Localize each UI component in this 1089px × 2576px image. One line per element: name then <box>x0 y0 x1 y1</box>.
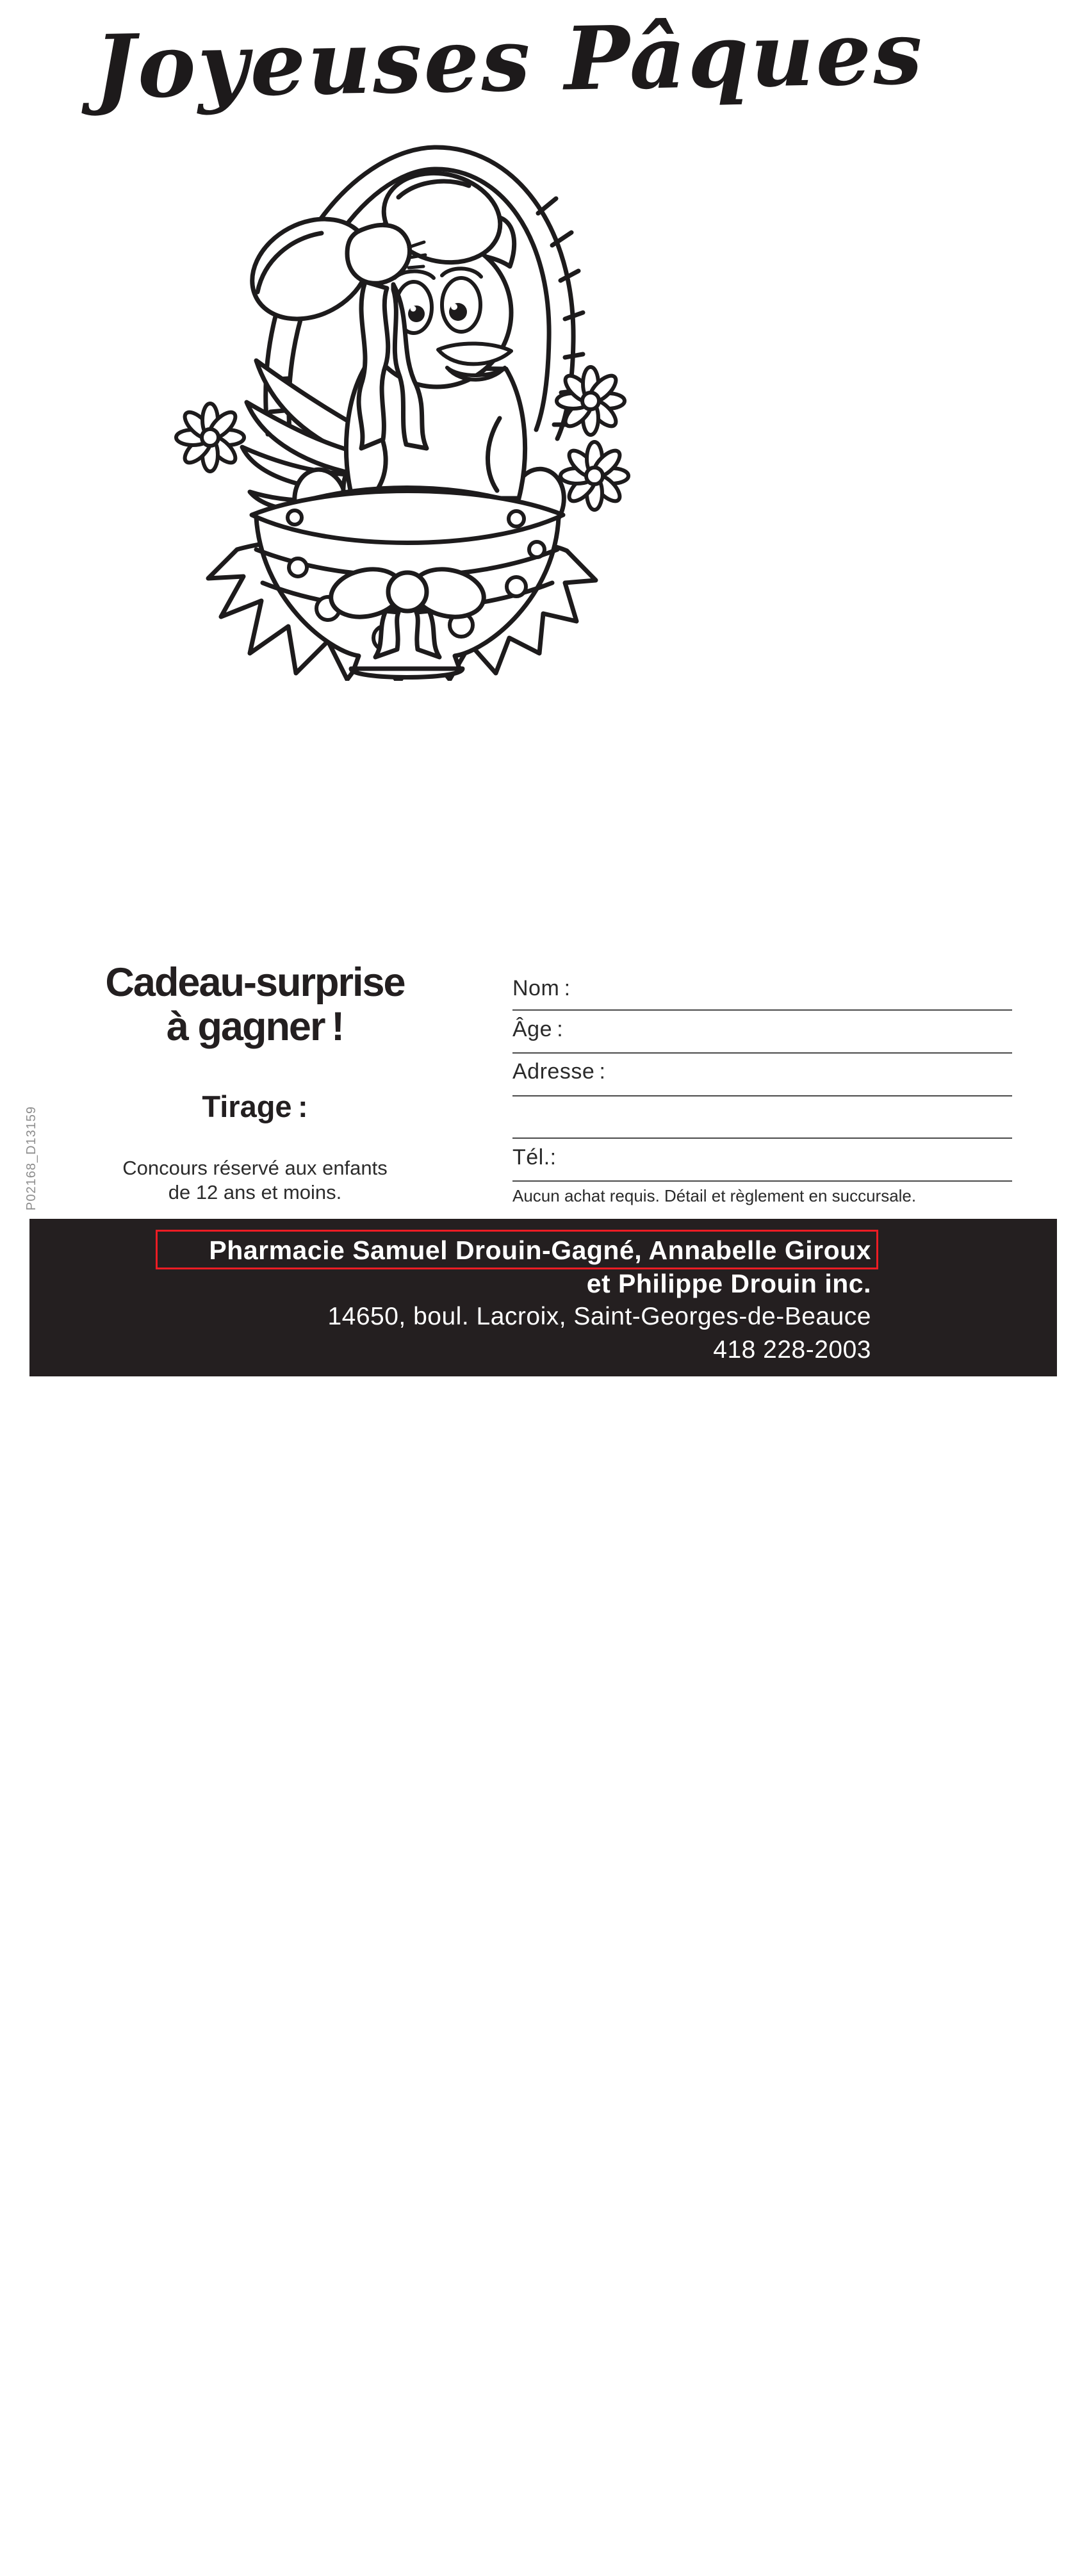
name-field-line <box>512 1009 1012 1011</box>
address-field-line2 <box>512 1137 1012 1139</box>
phone-field-line <box>512 1180 1012 1182</box>
phone-field-label: Tél.: <box>512 1145 557 1170</box>
contest-note-line1: Concours réservé aux enfants <box>122 1157 388 1179</box>
page-title: Joyeuses Pâques <box>94 1 925 119</box>
daisy-flower <box>557 367 625 435</box>
prize-heading-line2: à gagner ! <box>166 1004 344 1049</box>
age-field-line <box>512 1052 1012 1054</box>
draw-date-label: Tirage : <box>202 1089 308 1123</box>
eye-highlight <box>411 306 416 312</box>
address-field-label: Adresse : <box>512 1059 606 1084</box>
pharmacy-banner <box>29 1219 1057 2561</box>
pharmacy-address: 14650, boul. Lacroix, Saint-Georges-de-Beauce <box>327 1303 871 1330</box>
pharmacy-name-line2: et Philippe Drouin inc. <box>586 1269 871 1298</box>
prize-heading-line1: Cadeau-surprise <box>105 960 405 1005</box>
daisy-flower <box>176 404 244 471</box>
pharmacy-name-line1: Pharmacie Samuel Drouin-Gagné, Annabelle Giroux <box>209 1235 871 1265</box>
production-code: P02168_D13159 <box>24 1105 38 1211</box>
age-field-label: Âge : <box>512 1017 564 1041</box>
promo-block <box>63 961 447 1205</box>
uniprix-logo <box>924 2450 1050 2576</box>
basket-foot <box>351 669 463 678</box>
contest-note-line2: de 12 ans et moins. <box>168 1181 342 1203</box>
name-field-label: Nom : <box>512 976 571 1000</box>
easter-chick-basket-illustration <box>160 101 634 681</box>
logo-letter: U <box>952 2465 1022 2561</box>
eye-highlight <box>451 304 457 310</box>
daisy-flower <box>561 442 628 510</box>
address-field-line <box>512 1095 1012 1096</box>
contest-disclaimer: Aucun achat requis. Détail et règlement en succursale. <box>512 1186 917 1205</box>
pharmacy-phone: 418 228-2003 <box>713 1336 871 1364</box>
